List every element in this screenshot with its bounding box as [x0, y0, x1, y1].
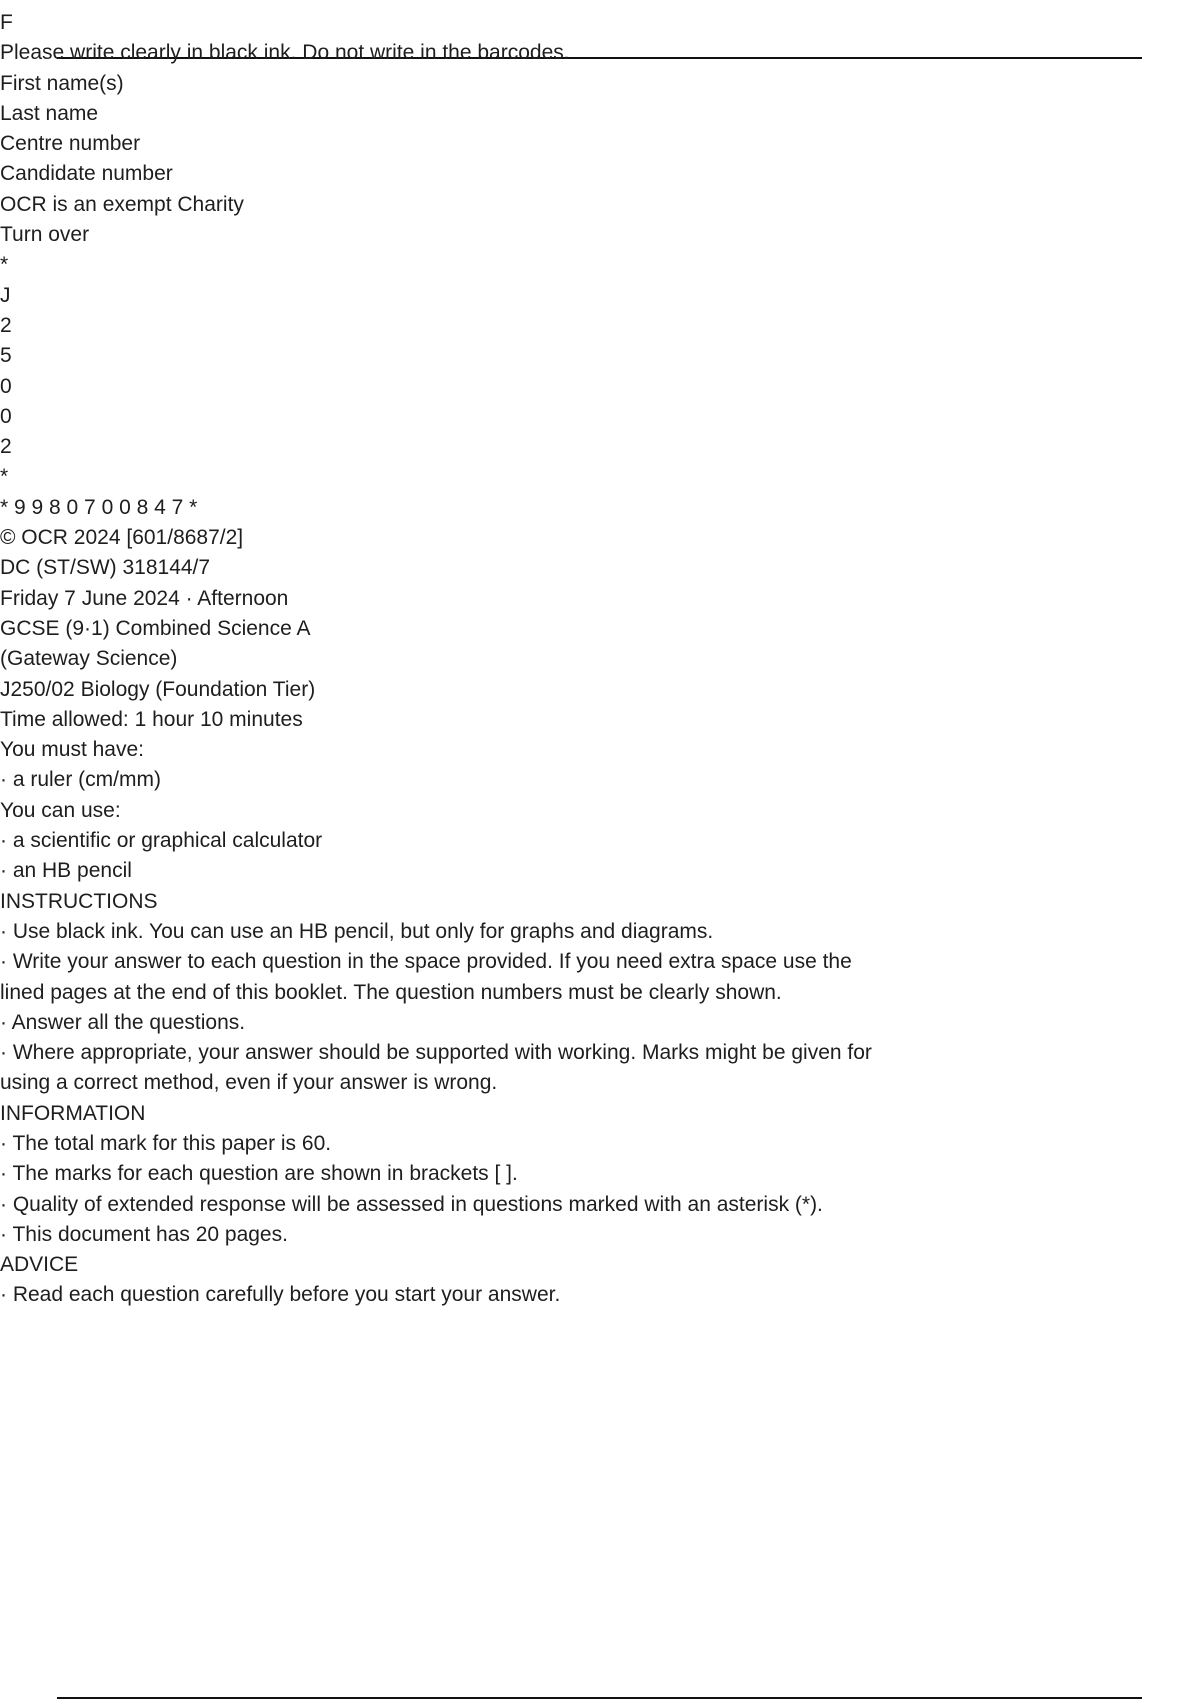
field-centre-number: Centre number — [0, 132, 141, 156]
field-last-name: Last name — [0, 101, 99, 125]
instruction-item: · Answer all the questions. — [0, 1010, 246, 1034]
vertical-code-char: * — [0, 465, 9, 489]
qualification-sub: (Gateway Science) — [0, 647, 178, 671]
advice-item: · Read each question carefully before you start your answer. — [0, 1283, 561, 1307]
vertical-code-char: * — [0, 253, 9, 277]
information-heading: INFORMATION — [0, 1101, 146, 1125]
field-candidate-number: Candidate number — [0, 162, 173, 186]
turn-over-label: Turn over — [0, 223, 90, 247]
vertical-code-char: 0 — [0, 404, 12, 428]
information-item: · The marks for each question are shown in brackets [ ]. — [0, 1162, 518, 1186]
copyright: © OCR 2024 [601/8687/2] — [0, 526, 244, 550]
must-have-heading: You must have: — [0, 738, 144, 762]
bottom-rule — [57, 1697, 1142, 1699]
qualification: GCSE (9·1) Combined Science A — [0, 616, 311, 640]
advice-heading: ADVICE — [0, 1253, 79, 1277]
vertical-code-char: 2 — [0, 313, 12, 337]
instructions-heading: INSTRUCTIONS — [0, 889, 158, 913]
vertical-code-char: 5 — [0, 344, 12, 368]
can-use-item: · an HB pencil — [0, 859, 132, 883]
vertical-code-char: 2 — [0, 435, 12, 459]
instruction-item: · Write your answer to each question in the space provided. If you need extra space use the lined pages at the end of this booklet. The question numbers must be clearly shown. — [0, 950, 852, 1004]
exam-text-flow — [0, 8, 1180, 1311]
information-item: · This document has 20 pages. — [0, 1222, 288, 1246]
information-item: · Quality of extended response will be assessed in questions marked with an asterisk (*). — [0, 1192, 823, 1216]
vertical-code-char: 0 — [0, 374, 12, 398]
tier-letter: F — [0, 11, 13, 34]
barcode-number: * 9 9 8 0 7 0 0 8 4 7 * — [0, 495, 198, 519]
must-have-item: · a ruler (cm/mm) — [0, 768, 161, 792]
vertical-code-char: J — [0, 283, 11, 307]
paper-title: J250/02 Biology (Foundation Tier) — [0, 677, 316, 701]
can-use-item: · a scientific or graphical calculator — [0, 829, 323, 853]
barcode-instruction: Please write clearly in black ink. Do not write in the barcodes. — [0, 41, 570, 65]
exam-date: Friday 7 June 2024 · Afternoon — [0, 586, 289, 610]
instruction-item: · Use black ink. You can use an HB pencil, but only for graphs and diagrams. — [0, 919, 714, 943]
information-item: · The total mark for this paper is 60. — [0, 1131, 332, 1155]
time-allowed: Time allowed: 1 hour 10 minutes — [0, 707, 303, 731]
field-first-name: First name(s) — [0, 71, 124, 95]
charity-note: OCR is an exempt Charity — [0, 192, 244, 216]
dc-code: DC (ST/SW) 318144/7 — [0, 556, 211, 580]
instruction-item: · Where appropriate, your answer should be supported with working. Marks might be given for using a correct method, even if your answer is wrong. — [0, 1041, 872, 1095]
can-use-heading: You can use: — [0, 798, 121, 822]
